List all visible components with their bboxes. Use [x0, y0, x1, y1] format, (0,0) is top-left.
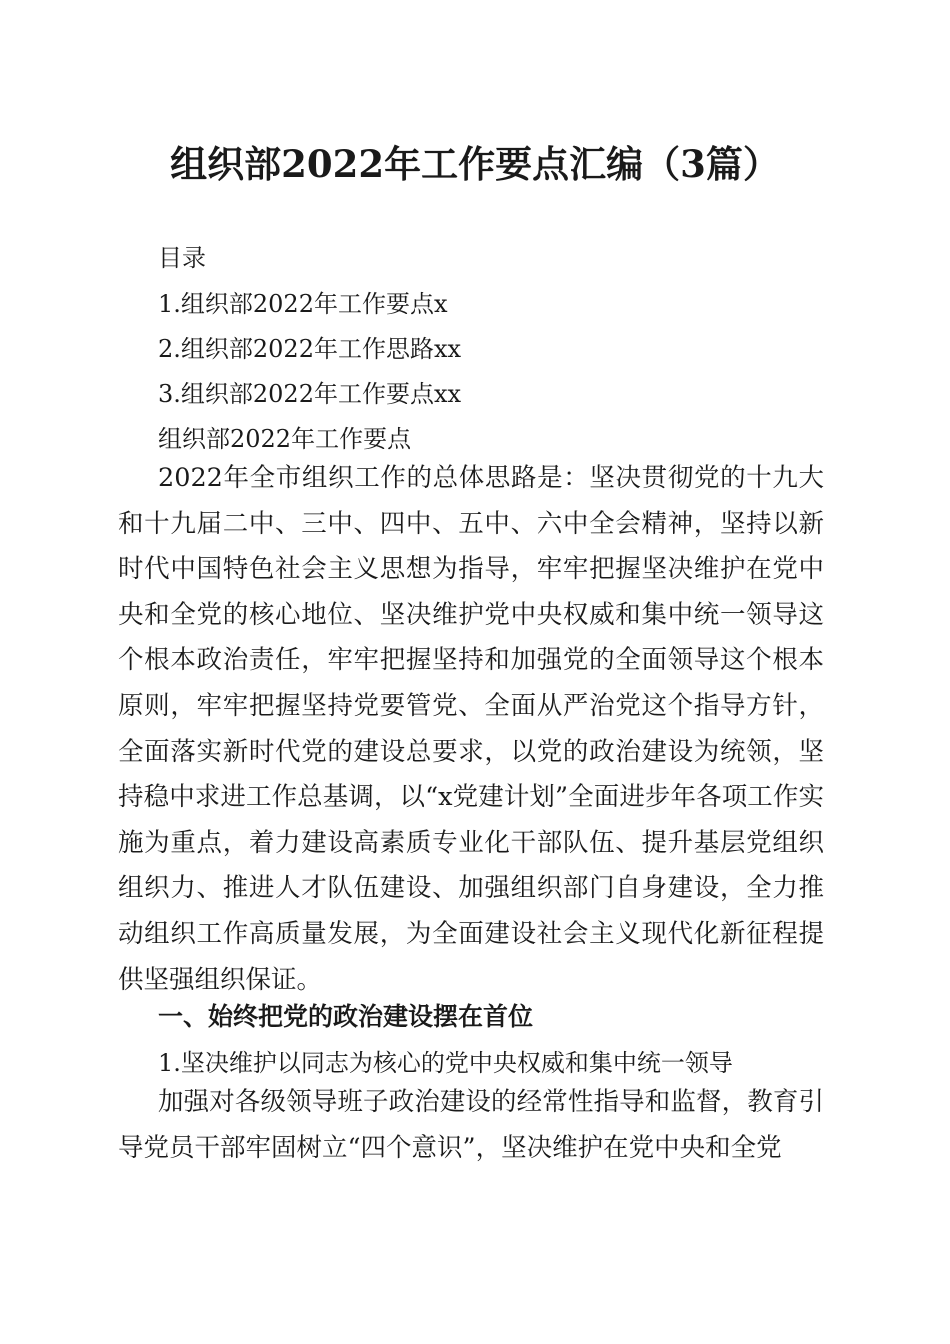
- toc-item-3: 3.组织部2022年工作要点xx: [158, 380, 462, 408]
- toc-item-2: 2.组织部2022年工作思路xx: [158, 335, 462, 363]
- subheading-1: 1.坚决维护以同志为核心的党中央权威和集中统一领导: [158, 1049, 733, 1077]
- toc-label: 目录: [158, 244, 206, 272]
- section-title: 组织部2022年工作要点: [158, 425, 412, 453]
- intro-paragraph: 2022年全市组织工作的总体思路是：坚决贯彻党的十九大和十九届二中、三中、四中、五中、六中全会精神，坚持以新时代中国特色社会主义思想为指导，牢牢把握坚决维护在党中央和全党的核心地位、坚决维护党中央权威和集中统一领导这个根本政治责任，牢牢把握坚持和加强党的全面领导这个根本原则，牢牢把握坚持党要管党、全面从严治党这个指导方针，全面落实新时代党的建设总要求，以党的政治建设为统领，坚持稳中求进工作总基调，以“x党建计划”全面进步年各项工作实施为重点，着力建设高素质专业化干部队伍、提升基层党组织组织力、推进人才队伍建设、加强组织部门自身建设，全力推动组织工作高质量发展，为全面建设社会主义现代化新征程提供坚强组织保证。: [118, 463, 824, 995]
- heading-1: 一、始终把党的政治建设摆在首位: [158, 1002, 534, 1031]
- toc-item-1: 1.组织部2022年工作要点x: [158, 290, 448, 318]
- document-title: 组织部2022年工作要点汇编（3篇）: [170, 142, 780, 186]
- paragraph-2: 加强对各级领导班子政治建设的经常性指导和监督，教育引导党员干部牢固树立“四个意识”，坚决维护在党中央和全党: [118, 1087, 824, 1163]
